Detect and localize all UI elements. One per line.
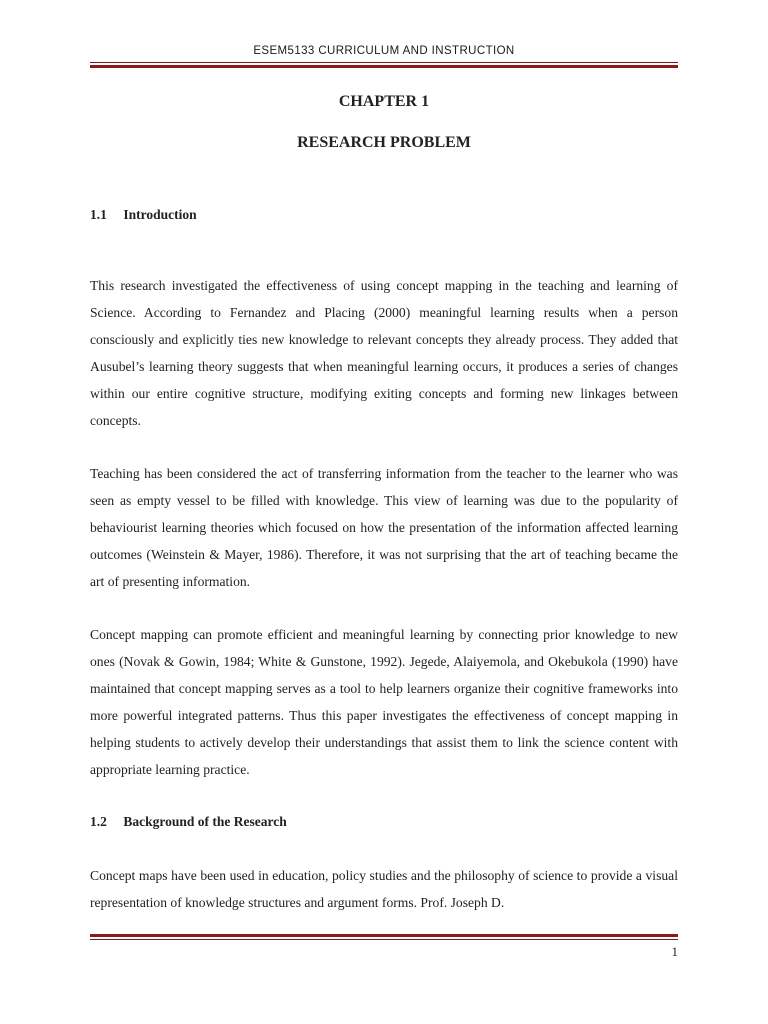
paragraph-intro-1: This research investigated the effectiveness of using concept mapping in the teaching and learning of Science. According to Fernandez and Placing (2000) meaningful learning results when a person consciously and explicitly ties new knowledge to relevant concepts they already process. They added that Ausubel’s learning theory suggests that when meaningful learning occurs, it produces a series of changes within our entire cognitive structure, modifying exiting concepts and forming new linkages between concepts. — [90, 278, 678, 428]
section-number: 1.2 — [90, 814, 107, 829]
chapter-label: CHAPTER 1 — [338, 93, 430, 110]
footer-rule-thin — [90, 939, 678, 940]
paragraph-intro-2: Teaching has been considered the act of transferring information from the teacher to the learner who was seen as empty vessel to be filled with knowledge. This view of learning was due to the popularity of behaviourist learning theories which focused on how the presentation of the information affected learning outcomes (Weinstein & Mayer, 1986). Therefore, it was not surprising that the art of teaching became the art of presenting information. — [90, 466, 678, 589]
running-header: ESEM5133 CURRICULUM AND INSTRUCTION — [253, 45, 515, 57]
paragraph-background-1: Concept maps have been used in education, policy studies and the philosophy of science to provide a visual representation of knowledge structures and argument forms. Prof. Joseph D. — [90, 868, 678, 910]
paragraph-intro-3: Concept mapping can promote efficient and meaningful learning by connecting prior knowledge to new ones (Novak & Gowin, 1984; White & Gunstone, 1992). Jegede, Alaiyemola, and Okebukola (1990) have maintained that concept mapping serves as a tool to help learners organize their cognitive frameworks into more powerful integrated patterns. Thus this paper investigates the effectiveness of concept mapping in helping students to actively develop their understandings that assist them to link the science content with appropriate learning practice. — [90, 627, 678, 777]
header-rule-thin — [90, 62, 678, 63]
chapter-title: RESEARCH PROBLEM — [297, 134, 471, 151]
section-title: Background of the Research — [123, 814, 287, 829]
section-heading-background — [90, 814, 287, 830]
section-heading-introduction — [90, 207, 197, 223]
section-number: 1.1 — [90, 207, 107, 222]
footer-rule-thick — [90, 934, 678, 937]
section-title: Introduction — [123, 207, 197, 222]
page-number: 1 — [671, 944, 678, 959]
header-rule-thick — [90, 65, 678, 68]
